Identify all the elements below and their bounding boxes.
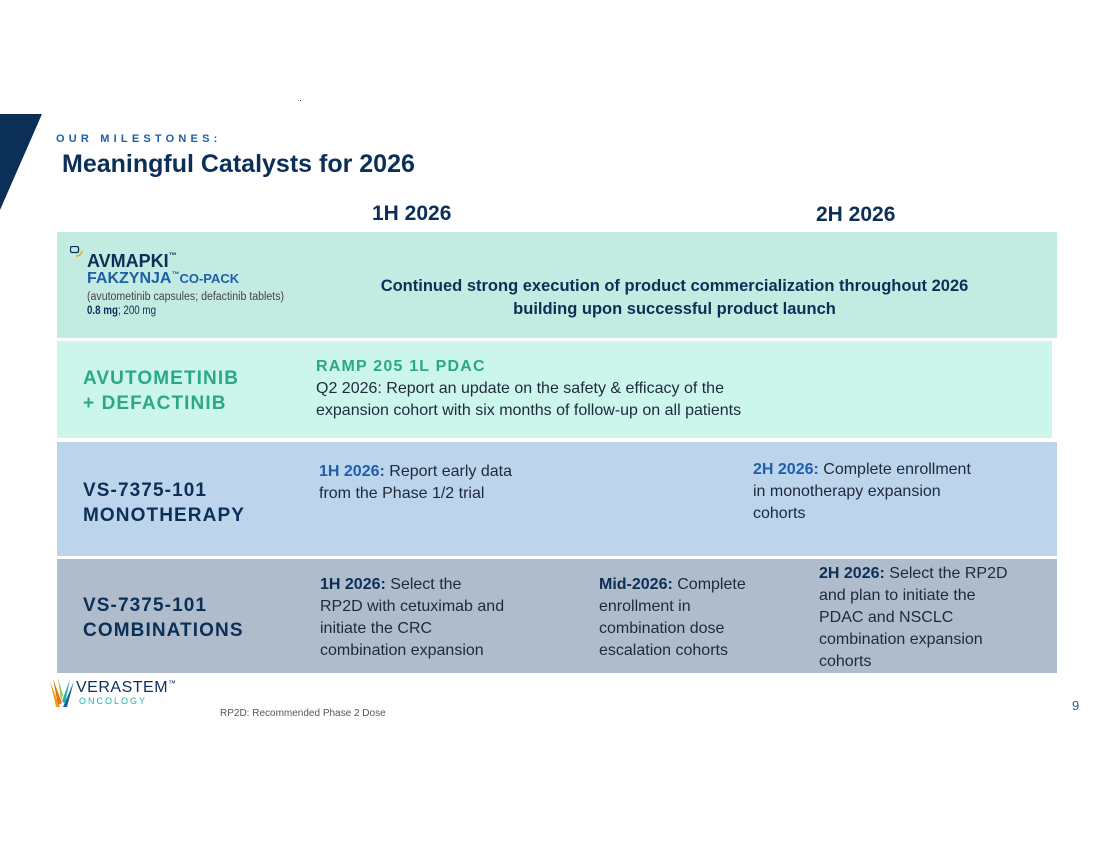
verastem-oncology: ONCOLOGY [79,696,148,706]
combinations-1h-line3: initiate the CRC [320,620,433,637]
monotherapy-label-line2: MONOTHERAPY [83,505,245,526]
column-header-1h: 1H 2026 [372,202,452,225]
logo-generic-names: (avutometinib capsules; defactinib tablets) [87,291,285,303]
footnote: RP2D: Recommended Phase 2 Dose [220,708,386,719]
combinations-2h-line1: Select the RP2D [884,565,1008,582]
monotherapy-1h-line1: Report early data [384,463,513,480]
combinations-mid-line2: enrollment in [599,598,691,615]
logo-brand-1: AVMAPKI [87,251,169,271]
verastem-v-icon [49,677,75,709]
avutometinib-label-line1: AVUTOMETINIB [83,368,240,389]
logo-dose-b: ; 200 mg [117,305,157,317]
logo-dose-a: 0.8 mg [87,305,118,317]
combinations-1h-tag: 1H 2026: [320,576,386,593]
combinations-2h-line2: and plan to initiate the [819,587,976,604]
verastem-wordmark: VERASTEM [76,679,169,696]
combinations-mid-tag: Mid-2026: [599,576,673,593]
combinations-2h-tag: 2H 2026: [819,565,885,582]
column-header-2h: 2H 2026 [816,203,896,226]
verastem-logo [49,677,189,709]
accent-triangle [0,114,42,210]
monotherapy-2h [753,459,971,525]
monotherapy-1h [319,461,512,505]
row-monotherapy [57,442,1057,556]
monotherapy-label [83,478,245,528]
logo-brand-1-tm: ™ [168,251,177,260]
section-eyebrow: OUR MILESTONES: [56,133,222,145]
combinations-label [83,593,244,643]
product-logo [57,237,285,333]
row-product [57,232,1057,338]
product-statement [307,275,1042,321]
avutometinib-label-line2: + DEFACTINIB [83,393,227,414]
combinations-label-line1: VS-7375-101 [83,595,208,616]
row-combinations [57,559,1057,673]
row-avutometinib [57,341,1052,438]
combinations-2h [819,563,1008,673]
logo-copack: CO-PACK [179,271,240,286]
verastem-tm: ™ [168,679,177,688]
decorative-dot [300,100,301,101]
combinations-mid-line4: escalation cohorts [599,642,728,659]
combinations-mid [599,574,746,662]
combinations-1h-line2: RP2D with cetuximab and [320,598,505,615]
copack-icon [70,246,83,257]
product-statement-line1: Continued strong execution of product commercialization throughout 2026 [380,277,969,295]
combinations-mid-line3: combination dose [599,620,725,637]
logo-brand-2-tm: ™ [171,270,180,279]
monotherapy-2h-line1: Complete enrollment [818,461,971,478]
combinations-2h-line4: combination expansion [819,631,983,648]
avutometinib-update [316,356,741,422]
monotherapy-1h-line2: from the Phase 1/2 trial [319,485,485,502]
combinations-2h-line5: cohorts [819,653,872,670]
avutometinib-update-line1: Q2 2026: Report an update on the safety & efficacy of the [316,380,724,397]
combinations-2h-line3: PDAC and NSCLC [819,609,954,626]
avutometinib-update-line2: expansion cohort with six months of follow-up on all patients [316,402,742,419]
page-title: Meaningful Catalysts for 2026 [62,150,415,178]
product-statement-line2: building upon successful product launch [513,300,836,318]
combinations-mid-line1: Complete [672,576,746,593]
avutometinib-label [83,366,239,416]
page-number: 9 [1072,698,1080,713]
monotherapy-2h-line2: in monotherapy expansion [753,483,941,500]
combinations-label-line2: COMBINATIONS [83,620,244,641]
monotherapy-1h-tag: 1H 2026: [319,463,385,480]
monotherapy-label-line1: VS-7375-101 [83,480,208,501]
program-title: RAMP 205 1L PDAC [316,358,486,375]
monotherapy-2h-tag: 2H 2026: [753,461,819,478]
combinations-1h-line1: Select the [385,576,462,593]
combinations-1h-line4: combination expansion [320,642,484,659]
monotherapy-2h-line3: cohorts [753,505,806,522]
logo-brand-2: FAKZYNJA [87,270,172,287]
combinations-1h [320,574,504,662]
